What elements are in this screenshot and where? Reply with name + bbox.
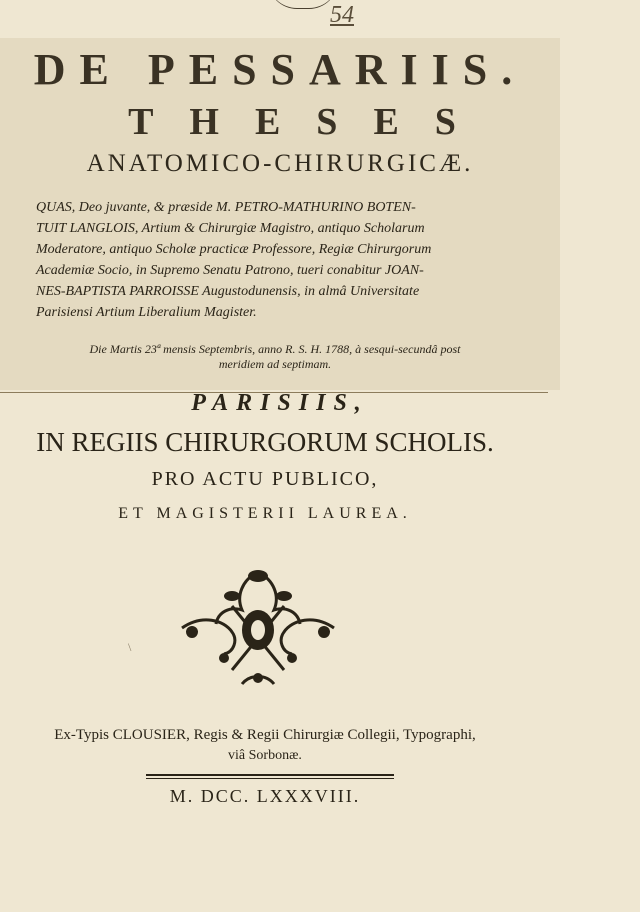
defense-date	[36, 342, 514, 372]
dedication-line: TUIT LANGLOIS, Artium & Chirurgiæ Magistro, antiquo Scholarum	[36, 221, 425, 236]
dedication-line: Moderatore, antiquo Scholæ practicæ Professore, Regiæ Chirurgorum	[36, 242, 432, 257]
publication-year: M. DCC. LXXXVIII.	[169, 786, 361, 806]
dedication-paragraph	[36, 197, 514, 323]
dedication-line: Academiæ Socio, in Supremo Senatu Patrono, tueri conabitur JOAN-	[36, 263, 424, 278]
margin-mark: \	[128, 640, 132, 654]
date-line-2: meridiem ad septimam.	[218, 357, 332, 371]
place-institution: IN REGIIS CHIRURGORUM SCHOLIS.	[36, 427, 494, 457]
title-line-2: THESES	[128, 101, 492, 143]
shelfmark: 54	[330, 2, 354, 28]
title-line-1: DE PESSARIIS.	[33, 45, 527, 94]
double-rule-bottom	[146, 778, 394, 779]
dedication-line: QUAS, Deo juvante, & præside M. PETRO-MATHURINO BOTEN-	[36, 200, 416, 215]
place-city: PARISIIS,	[191, 390, 369, 416]
printer-address: viâ Sorbonæ.	[228, 748, 302, 763]
place-degree: ET MAGISTERII LAUREA.	[118, 505, 412, 522]
ink-flourish	[268, 0, 338, 9]
dedication-line: NES-BAPTISTA PARROISSE Augustodunensis, in almâ Universitate	[36, 284, 420, 299]
double-rule-top	[146, 774, 394, 776]
dedication-line: Parisiensi Artium Liberalium Magister.	[36, 305, 257, 320]
title-line-3: ANATOMICO-CHIRURGICÆ.	[86, 150, 474, 177]
printer-line: Ex-Typis CLOUSIER, Regis & Regii Chirurgiæ Collegii, Typographi,	[54, 727, 476, 743]
fleuron-ornament-icon	[172, 566, 344, 692]
place-occasion: PRO ACTU PUBLICO,	[151, 468, 379, 490]
date-line-1: Die Martis 23ª mensis Septembris, anno R. S. H. 1788, à sesqui-secundâ post	[89, 342, 461, 356]
